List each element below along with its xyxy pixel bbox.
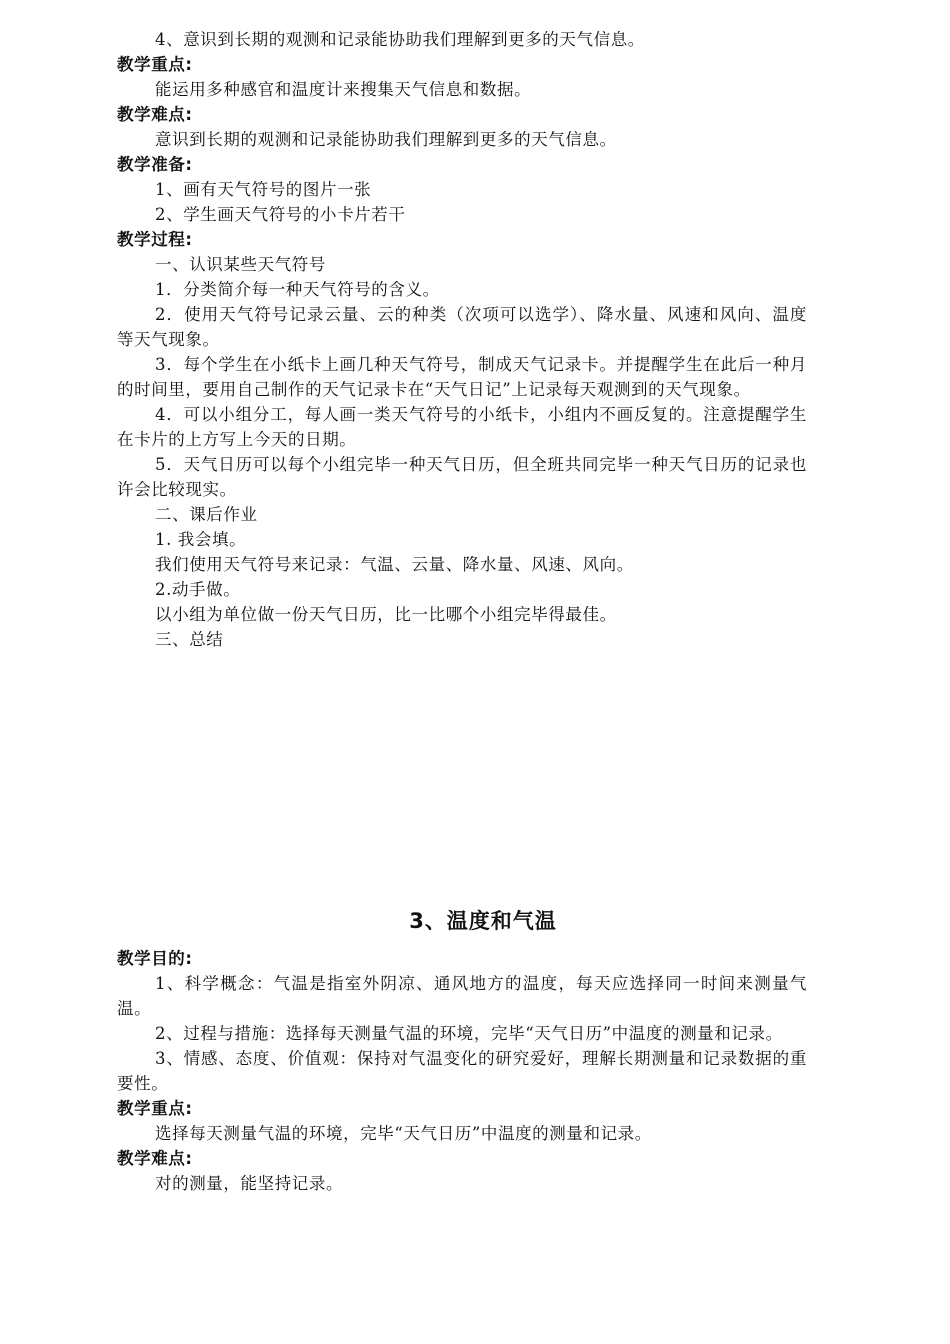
goal-item-2: 2、过程与措施：选择每天测量气温的环境，完毕“天气日历”中温度的测量和记录。 [155, 1024, 783, 1043]
process-item-2: 2．使用天气符号记录云量、云的种类（次项可以选学）、降水量、风速和风向、温度等天气现象。 [117, 305, 807, 349]
preparation-item-2: 2、学生画天气符号的小卡片若干 [155, 205, 406, 224]
homework-item-1: 1. 我会填。 [155, 530, 247, 549]
process-item-5: 5．天气日历可以每个小组完毕一种天气日历，但全班共同完毕一种天气日历的记录也许会比较现实。 [117, 455, 807, 499]
key-point-heading-2: 教学重点: [117, 1099, 193, 1118]
key-point-text-2: 选择每天测量气温的环境，完毕“天气日历”中温度的测量和记录。 [155, 1124, 652, 1143]
process-step-one: 一、认识某些天气符号 [155, 255, 326, 274]
difficulty-text-2: 对的测量，能坚持记录。 [155, 1174, 344, 1193]
difficulty-heading: 教学难点: [117, 105, 193, 124]
lesson-2-section [117, 27, 807, 652]
key-point-text: 能运用多种感官和温度计来搜集天气信息和数据。 [155, 80, 532, 99]
process-item-3: 3．每个学生在小纸卡上画几种天气符号，制成天气记录卡。并提醒学生在此后一种月的时间里，要用自己制作的天气记录卡在“天气日记”上记录每天观测到的天气现象。 [117, 355, 807, 399]
preparation-item-1: 1、画有天气符号的图片一张 [155, 180, 372, 199]
process-item-4: 4．可以小组分工，每人画一类天气符号的小纸卡，小组内不画反复的。注意提醒学生在卡片的上方写上今天的日期。 [117, 405, 807, 449]
process-item-1: 1．分类简介每一种天气符号的含义。 [155, 280, 440, 299]
process-step-two: 二、课后作业 [155, 505, 258, 524]
homework-item-2-text: 以小组为单位做一份天气日历，比一比哪个小组完毕得最佳。 [155, 605, 617, 624]
difficulty-text: 意识到长期的观测和记录能协助我们理解到更多的天气信息。 [155, 130, 617, 149]
lesson-3-title: 3、温度和气温 [409, 909, 557, 933]
goal-item-1: 1、科学概念：气温是指室外阴凉、通风地方的温度，每天应选择同一时间来测量气温。 [117, 974, 807, 1018]
homework-item-2: 2.动手做。 [155, 580, 241, 599]
goal-heading: 教学目的: [117, 949, 193, 968]
preparation-heading: 教学准备: [117, 155, 193, 174]
goal-item-4: 4、意识到长期的观测和记录能协助我们理解到更多的天气信息。 [155, 30, 645, 49]
key-point-heading: 教学重点: [117, 55, 193, 74]
homework-item-1-text: 我们使用天气符号来记录：气温、云量、降水量、风速、风向。 [155, 555, 634, 574]
process-step-three: 三、总结 [155, 630, 224, 649]
difficulty-heading-2: 教学难点: [117, 1149, 193, 1168]
lesson-3-section [117, 946, 807, 1196]
process-heading: 教学过程: [117, 230, 193, 249]
goal-item-3: 3、情感、态度、价值观：保持对气温变化的研究爱好，理解长期测量和记录数据的重要性。 [117, 1049, 807, 1093]
